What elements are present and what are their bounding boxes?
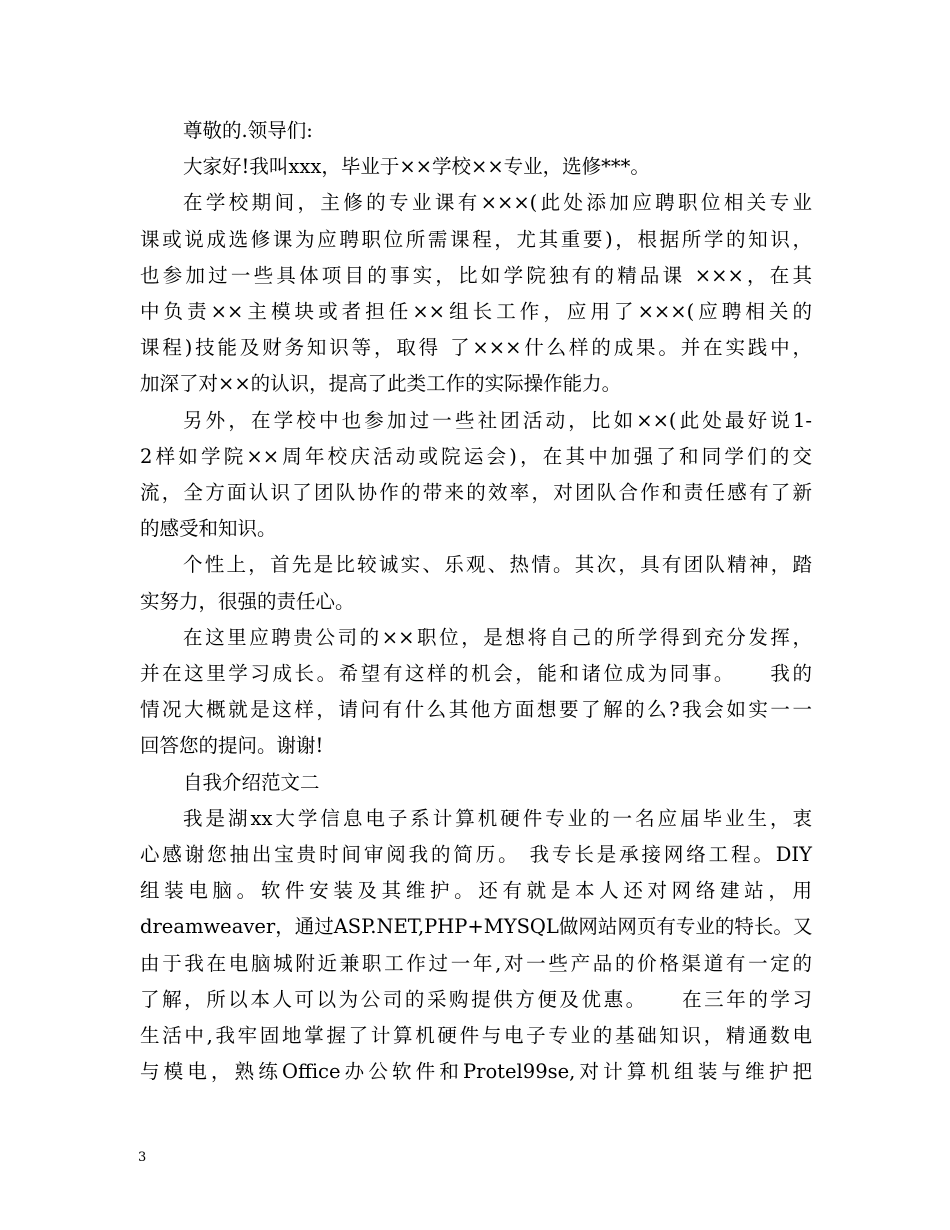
text-line: 2样如学院××周年校庆活动或院运会)，在其中加强了和同学们的交 xyxy=(140,445,812,468)
text-line: 我是湖xx大学信息电子系计算机硬件专业的一名应届毕业生，衷 xyxy=(183,807,812,830)
text-line: 与模电，熟练Office办公软件和Protel99se,对计算机组装与维护把 xyxy=(140,1060,812,1083)
text-line: 情况大概就是这样，请问有什么其他方面想要了解的么?我会如实一一 xyxy=(140,698,812,721)
text-line: 流，全方面认识了团队协作的带来的效率，对团队合作和责任感有了新 xyxy=(140,481,812,504)
text-line: 另外，在学校中也参加过一些社团活动，比如××(此处最好说1- xyxy=(183,409,812,432)
text-line: 大家好!我叫xxx，毕业于××学校××专业，选修***。 xyxy=(183,155,650,178)
text-line: 并在这里学习成长。希望有这样的机会，能和诸位成为同事。 我的 xyxy=(140,662,812,685)
text-line: 组装电脑。软件安装及其维护。还有就是本人还对网络建站，用 xyxy=(140,879,812,902)
salutation-line: 尊敬的.领导们: xyxy=(183,119,313,142)
section-heading: 自我介绍范文二 xyxy=(183,771,320,794)
text-line: 中负责××主模块或者担任××组长工作，应用了×××(应聘相关的 xyxy=(140,300,812,323)
text-line: 回答您的提问。谢谢! xyxy=(140,734,324,757)
page-number: 3 xyxy=(138,1150,147,1165)
text-line: 个性上，首先是比较诚实、乐观、热情。其次，具有团队精神，踏 xyxy=(183,553,812,576)
text-line: 加深了对××的认识，提高了此类工作的实际操作能力。 xyxy=(140,372,622,395)
text-line: 的感受和知识。 xyxy=(140,517,277,540)
text-line: 实努力，很强的责任心。 xyxy=(140,590,355,613)
text-line: 在这里应聘贵公司的××职位，是想将自己的所学得到充分发挥， xyxy=(183,626,812,649)
text-line: 也参加过一些具体项目的事实，比如学院独有的精品课 ×××，在其 xyxy=(140,264,812,287)
text-line: 在学校期间，主修的专业课有×××(此处添加应聘职位相关专业 xyxy=(183,191,812,214)
text-line: 心感谢您抽出宝贵时间审阅我的简历。 我专长是承接网络工程。DIY xyxy=(140,843,812,866)
text-line: dreamweaver，通过ASP.NET,PHP+MYSQL做网站网页有专业的特长。又 xyxy=(140,915,813,938)
text-line: 了解，所以本人可以为公司的采购提供方便及优惠。 在三年的学习 xyxy=(140,988,812,1011)
text-line: 由于我在电脑城附近兼职工作过一年,对一些产品的价格渠道有一定的 xyxy=(140,952,812,975)
text-line: 课程)技能及财务知识等，取得 了×××什么样的成果。并在实践中， xyxy=(140,336,812,359)
text-line: 课或说成选修课为应聘职位所需课程，尤其重要)，根据所学的知识， xyxy=(140,228,812,251)
text-line: 生活中,我牢固地掌握了计算机硬件与电子专业的基础知识，精通数电 xyxy=(140,1024,812,1047)
